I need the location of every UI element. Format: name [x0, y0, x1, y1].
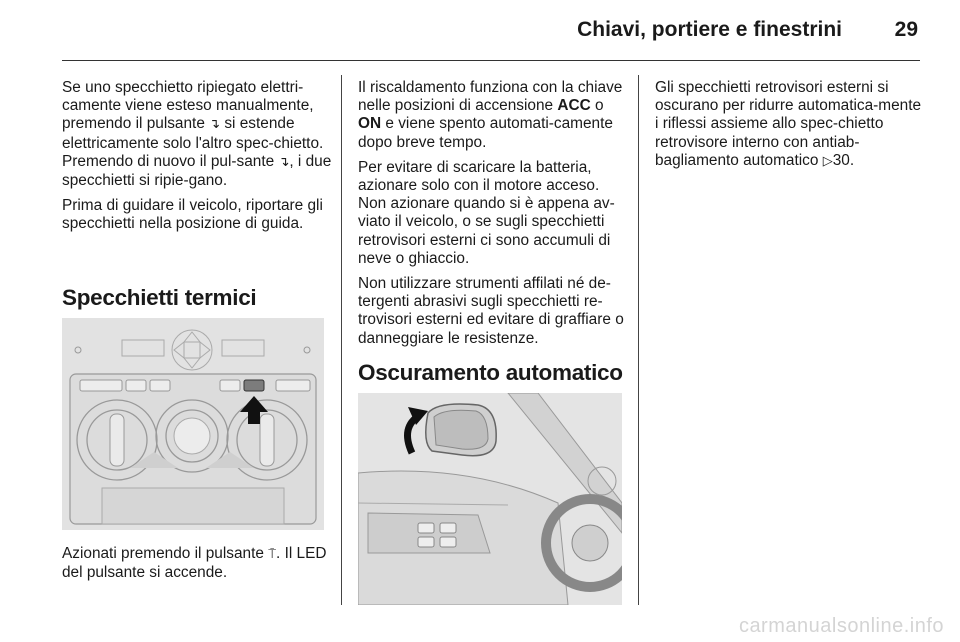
fold-mirror-icon: ↴ — [209, 117, 221, 133]
text: Se uno specchietto ripiegato elettri-camente viene esteso manualmente, premendo il pulsante — [62, 79, 314, 133]
text: o — [590, 97, 604, 115]
text: e viene spento automati-camente dopo breve tempo. — [358, 115, 613, 151]
text-on: ON — [358, 115, 382, 133]
paragraph-auto-dimming — [655, 79, 923, 171]
text: Il riscaldamento funziona con la chiave nelle posizioni di accensione — [358, 79, 623, 115]
paragraph-fold-mirror — [62, 79, 334, 190]
column-3 — [655, 79, 923, 178]
header-title: Chiavi, portiere e finestrini — [577, 18, 842, 41]
figure-climate-panel — [62, 318, 324, 530]
column-divider-2 — [638, 75, 639, 605]
text-page-ref: 30. — [832, 151, 855, 169]
heading-heated-mirrors: Specchietti termici — [62, 285, 257, 310]
paragraph-no-abrasives: Non utilizzare strumenti affilati né de-tergenti abrasivi sugli specchietti re-trovisori esterni ed evitare di graffiare o danneggiare le resistenze. — [358, 275, 624, 347]
caption-heated-mirrors — [62, 545, 334, 582]
heated-mirror-icon: ⍑ — [268, 547, 277, 562]
paragraph-before-driving: Prima di guidare il veicolo, riportare gli specchietti nella posizione di guida. — [62, 197, 323, 233]
figure-auto-dimming-mirror — [358, 393, 622, 605]
watermark: carmanualsonline.info — [738, 615, 944, 637]
fold-mirror-icon: ↴ — [278, 154, 290, 170]
paragraph-heating-ignition — [358, 79, 626, 152]
text-acc: ACC — [557, 97, 591, 115]
heading-auto-dimming: Oscuramento automatico — [358, 360, 623, 385]
column-2 — [358, 79, 626, 355]
column-divider-1 — [341, 75, 342, 605]
text: . Il LED del pulsante si accende. — [62, 545, 327, 582]
page-number: 29 — [894, 18, 918, 41]
text: Gli specchietti retrovisori esterni si oscurano per ridurre automatica-mente i riflessi assieme allo spec-chietto retrovisore interno con antiab-bagliamento automatico — [655, 79, 922, 169]
page-ref-icon: ▷ — [822, 153, 833, 169]
text: , i due specchietti si ripie-gano. — [62, 152, 332, 190]
column-1 — [62, 79, 334, 241]
text: si estende elettricamente solo l'altro spec-chietto. Premendo di nuovo il pul-sante — [62, 115, 324, 170]
text: Azionati premendo il pulsante — [62, 545, 269, 562]
paragraph-battery: Per evitare di scaricare la batteria, azionare solo con il motore acceso. Non azionare quando si è appena av-viato il veicolo, o se sugli specchietti retrovisori esterni ci sono accumuli di neve o ghiaccio. — [358, 158, 615, 267]
header-rule — [62, 60, 920, 61]
